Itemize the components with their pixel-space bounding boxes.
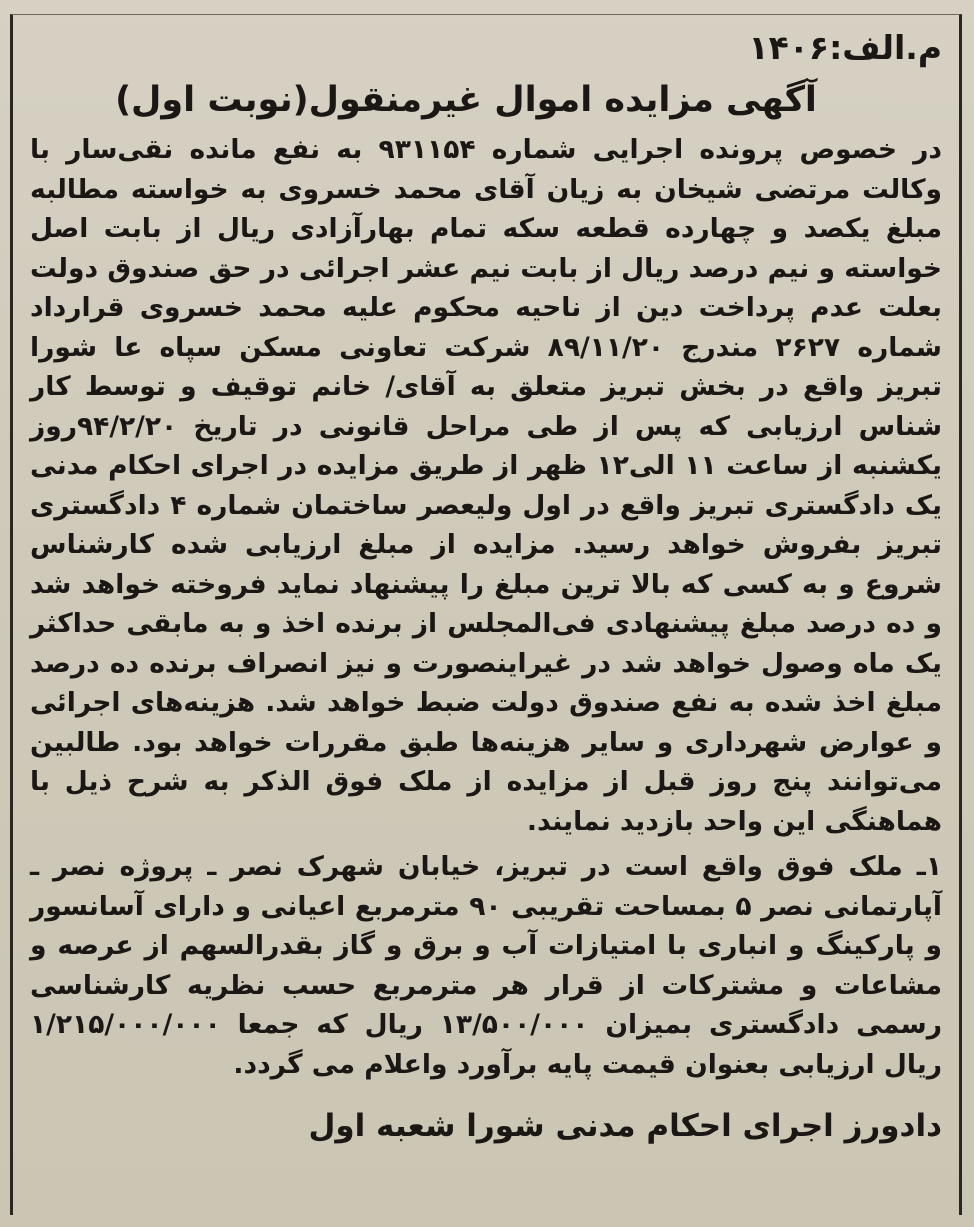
notice-title: آگهی مزایده اموال غیرمنقول(نوبت اول) — [115, 80, 817, 120]
notice-code: م.الف:۱۴۰۶ — [748, 28, 942, 67]
notice-signature: دادورز اجرای احکام مدنی شورا شعبه اول — [308, 1108, 942, 1144]
notice-content — [30, 22, 942, 1150]
property-description: ۱ـ ملک فوق واقع است در تبریز، خیابان شهرک نصر ـ پروژه نصر ـ آپارتمانی نصر ۵ بمساحت تقریبی ۹۰ مترمربع اعیانی و دارای آسانسور و پارکینگ و انباری با امتیازات آب و برق و گاز بقدرالسهم از عرصه و مشاعات و مشترکات از قرار هر مترمربع حسب نظریه کارشناسی رسمی دادگستری بمیزان ۱۳/۵۰۰/۰۰۰ ریال که جمعا ۱/۲۱۵/۰۰۰/۰۰۰ ریال ارزیابی بعنوان قیمت پایه برآورد واعلام می گردد. — [30, 851, 942, 1080]
notice-body: در خصوص پرونده اجرایی شماره ۹۳۱۱۵۴ به نفع مانده نقی‌سار با وکالت مرتضی شیخان به زیان آقای محمد خسروی به خواسته مطالبه مبلغ یکصد و چهارده قطعه سکه تمام بهارآزادی ریال از بابت اصل خواسته و نیم درصد ریال از بابت نیم عشر اجرائی در حق صندوق دولت بعلت عدم پرداخت دین از ناحیه محکوم علیه محمد خسروی قرارداد شماره ۲۶۲۷ مندرج ۸۹/۱۱/۲۰ شرکت تعاونی مسکن سپاه عا شورا تبریز واقع در بخش تبریز متعلق به آقای/ خانم توقیف و توسط کار شناس ارزیابی که پس از طی مراحل قانونی در تاریخ ۹۴/۲/۲۰روز یکشنبه از ساعت ۱۱ الی۱۲ ظهر از طریق مزایده در اجرای احکام مدنی یک دادگستری تبریز واقع در اول ولیعصر ساختمان شماره ۴ دادگستری تبریز بفروش خواهد رسید. مزایده از مبلغ ارزیابی شده کارشناس شروع و به کسی که بالا ترین مبلغ را پیشنهاد نماید فروخته خواهد شد و ده درصد مبلغ پیشنهادی فی‌المجلس از برنده اخذ و به مابقی حداکثر یک ماه وصول خواهد شد در غیراینصورت و نیز انصراف برنده ده درصد مبلغ اخذ شده به نفع صندوق دولت ضبط خواهد شد. هزینه‌های اجرائی و عوارض شهرداری و سایر هزینه‌ها طبق مقررات خواهد بود. طالبین می‌توانند پنج روز قبل از مزایده از ملک فوق الذکر به شرح ذیل با هماهنگی این واحد بازدید نمایند. — [30, 134, 942, 837]
